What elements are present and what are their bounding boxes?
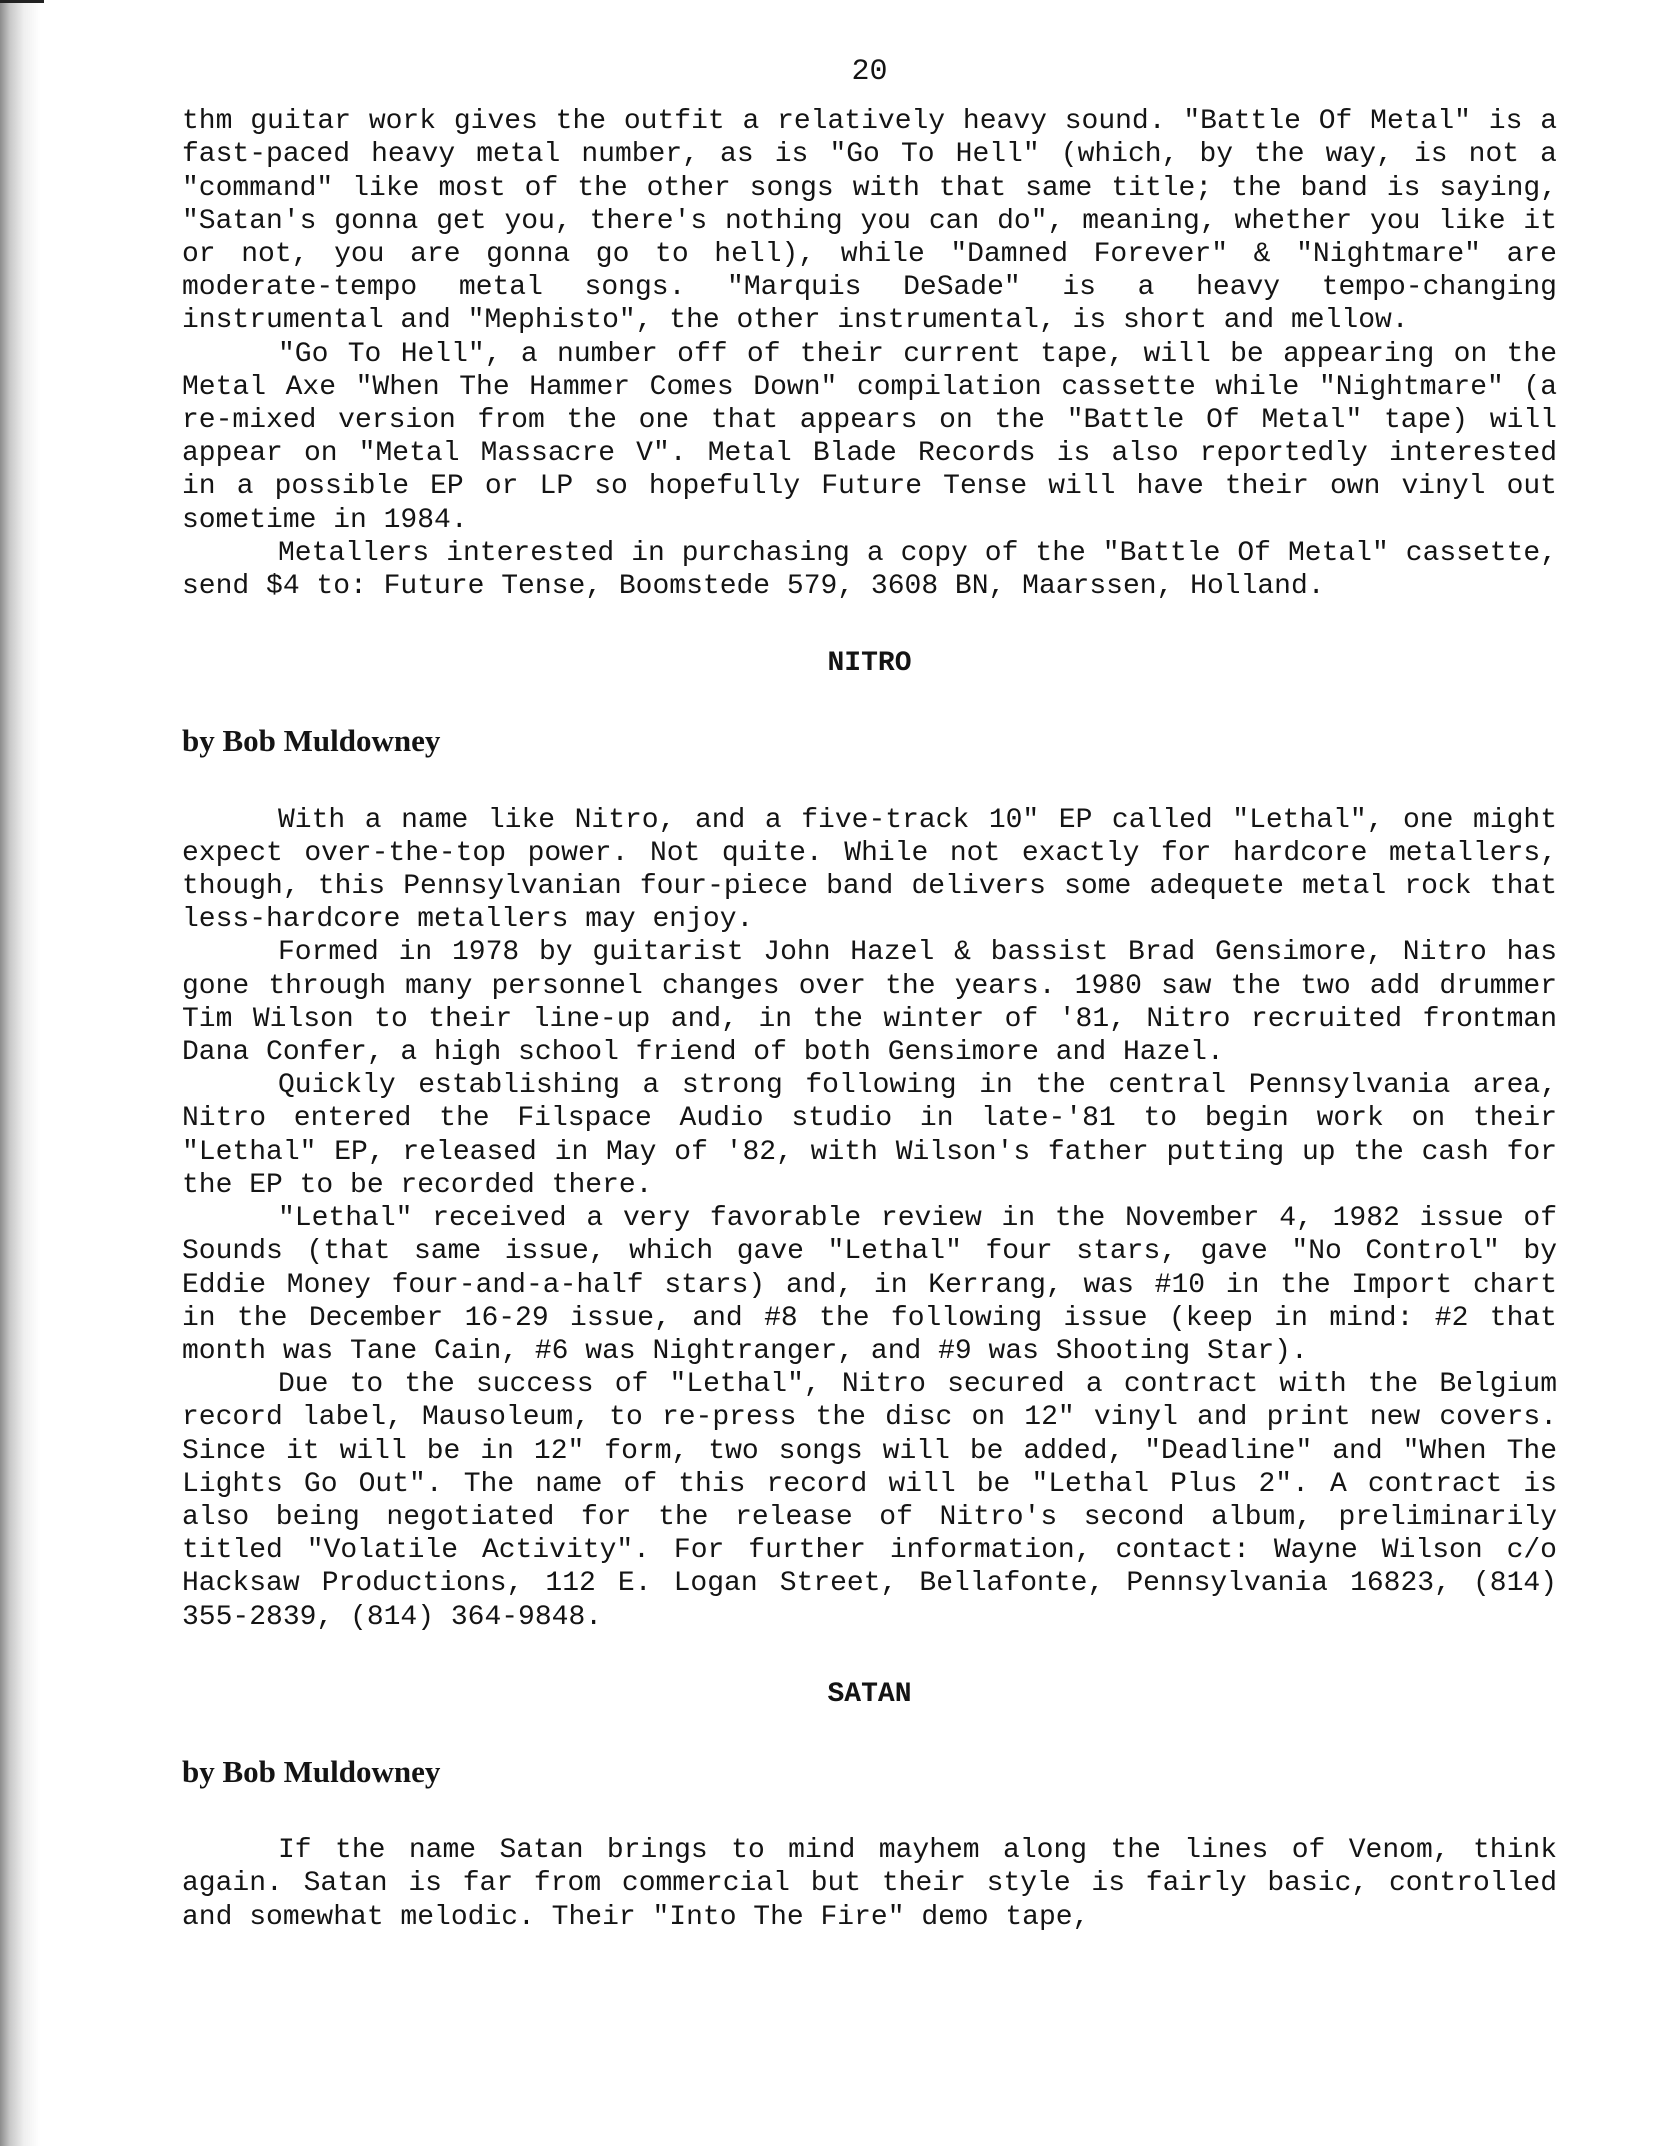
paragraph: "Go To Hell", a number off of their current tape, will be appearing on the Metal Axe "When The Hammer Comes Down" compilation cassette while "Nightmare" (a re-mixed version from the one that appears on the "Battle Of Metal" tape) will appear on "Metal Massacre V". Metal Blade Records is also reportedly interested in a possible EP or LP so hopefully Future Tense will have their own vinyl out sometime in 1984. (182, 338, 1557, 536)
paragraph: Quickly establishing a strong following in the central Pennsylvania area, Nitro entered the Filspace Audio studio in late-'81 to begin work on their "Lethal" EP, released in May of '82, with Wilson's father putting up the cash for the EP to be recorded there. (182, 1070, 1557, 1201)
future-tense-continuation (182, 105, 1557, 603)
paragraph: "Lethal" received a very favorable review in the November 4, 1982 issue of Sounds (that same issue, which gave "Lethal" four stars, gave "No Control" by Eddie Money four-and-a-half stars) and, in Kerrang, was #10 in the Import chart in the December 16-29 issue, and #8 the following issue (keep in mind: #2 that month was Tane Cain, #6 was Nightranger, and #9 was Shooting Star). (182, 1203, 1557, 1367)
paragraph: With a name like Nitro, and a five-track 10" EP called "Lethal", one might expect over-the-top power. Not quite. While not exactly for hardcore metallers, though, this Pennsylvanian four-piece band delivers some adequete metal rock that less-hardcore metallers may enjoy. (182, 804, 1557, 936)
byline: by Bob Muldowney (182, 723, 441, 759)
section-title-satan: SATAN (827, 1678, 912, 1710)
page-corner-mark (0, 0, 44, 3)
paragraph: thm guitar work gives the outfit a relatively heavy sound. "Battle Of Metal" is a fast-paced heavy metal number, as is "Go To Hell" (which, by the way, is not a "command" like most of the other songs with that same title; the band is saying, "Satan's gonna get you, there's nothing you can do", meaning, whether you like it or not, you are gonna go to hell), while "Damned Forever" & "Nightmare" are moderate-tempo metal songs. "Marquis DeSade" is a heavy tempo-changing instrumental and "Mephisto", the other instrumental, is short and mellow. (182, 106, 1557, 337)
paragraph: Due to the success of "Lethal", Nitro secured a contract with the Belgium record label, Mausoleum, to re-press the disc on 12" vinyl and print new covers. Since it will be in 12" form, two songs will be added, "Deadline" and "When The Lights Go Out". The name of this record will be "Lethal Plus 2". A contract is also being negotiated for the release of Nitro's second album, preliminarily titled "Volatile Activity". For further information, contact: Wayne Wilson c/o Hacksaw Productions, 112 E. Logan Street, Bellafonte, Pennsylvania 16823, (814) 355-2839, (814) 364-9848. (182, 1369, 1557, 1633)
paragraph: If the name Satan brings to mind mayhem along the lines of Venom, think again. Satan is far from commercial but their style is fairly basic, controlled and somewhat melodic. Their "Into The Fire" demo tape, (182, 1835, 1557, 1933)
page-binding-edge (0, 0, 40, 2146)
paragraph: Metallers interested in purchasing a copy of the "Battle Of Metal" cassette, send $4 to: Future Tense, Boomstede 579, 3608 BN, Maarssen, Holland. (182, 537, 1557, 603)
nitro-section (182, 647, 1557, 1633)
satan-section (182, 1678, 1557, 1934)
section-title-nitro: NITRO (827, 648, 912, 680)
byline: by Bob Muldowney (182, 1753, 441, 1789)
page-number: 20 (851, 55, 888, 89)
document-page (182, 56, 1557, 1934)
paragraph: Formed in 1978 by guitarist John Hazel & bassist Brad Gensimore, Nitro has gone through many personnel changes over the years. 1980 saw the two add drummer Tim Wilson to their line-up and, in the winter of '81, Nitro recruited frontman Dana Confer, a high school friend of both Gensimore and Hazel. (182, 937, 1557, 1069)
